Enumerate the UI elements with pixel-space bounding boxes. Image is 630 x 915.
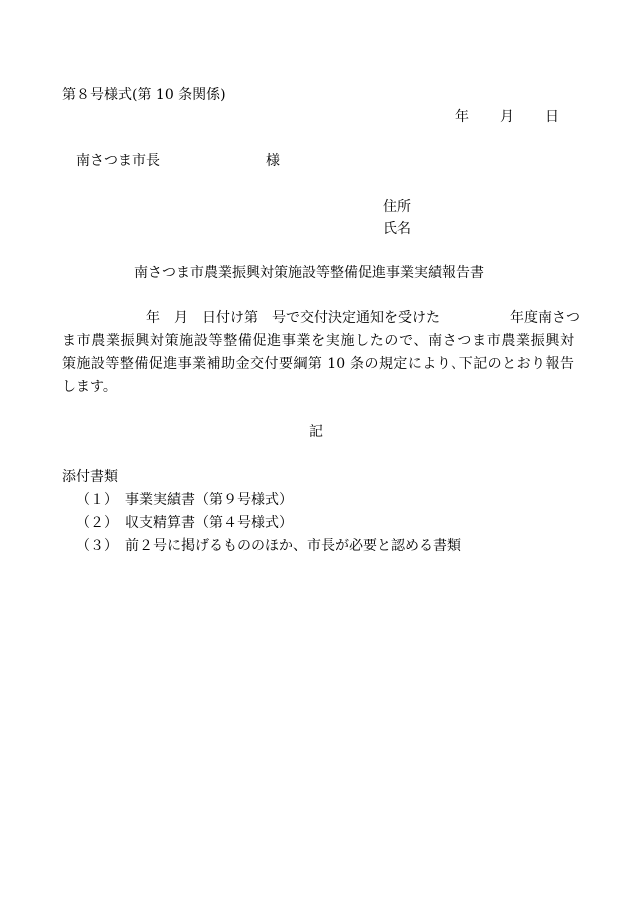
body-line-2-text: ま市農業振興対策施設等整備促進事業を実施したので、南さつま市農業振興対 — [62, 333, 574, 349]
address-label: 住所 — [383, 199, 411, 215]
attachment-item-1: （１） 事業実績書（第９号様式） — [76, 492, 293, 508]
body-line-4: します。 — [62, 379, 117, 395]
date-year-label: 年 — [455, 109, 469, 125]
body-line-2 — [62, 334, 574, 348]
name-label: 氏名 — [383, 221, 411, 237]
document-title: 南さつま市農業振興対策施設等整備促進事業実績報告書 — [134, 265, 484, 281]
attachment-item-2: （２） 収支精算書（第４号様式） — [76, 515, 293, 531]
body-line-1: 年 月 日付け第 号で交付決定通知を受けた 年度南さつ — [62, 310, 580, 326]
body-line-3-text: 策施設等整備促進事業補助金交付要綱第 10 条の規定により､下記のとおり報告 — [62, 356, 574, 372]
form-number: 第８号様式(第 10 条関係) — [62, 87, 226, 103]
attachment-item-3: （３） 前２号に掲げるもののほか、市長が必要と認める書類 — [76, 538, 461, 554]
addressee: 南さつま市長 — [76, 153, 160, 169]
attachments-title: 添付書類 — [62, 469, 118, 485]
honorific: 様 — [266, 153, 280, 169]
date-month-label: 月 — [500, 109, 514, 125]
date-day-label: 日 — [545, 109, 559, 125]
body-line-3 — [62, 357, 574, 371]
ki-marker: 記 — [309, 424, 323, 440]
